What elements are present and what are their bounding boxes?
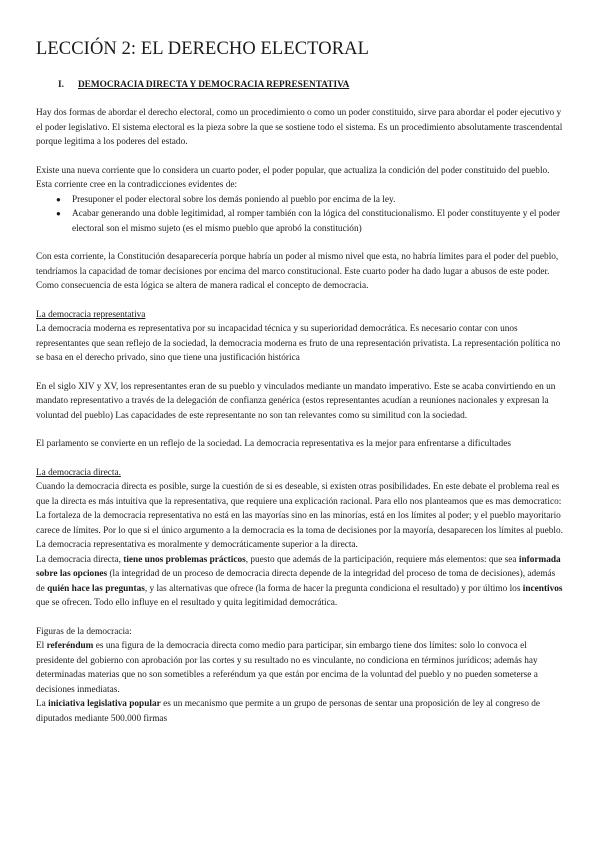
paragraph-directa-1: Cuando la democracia directa es posible, surge la cuestión de si es deseable, si existen otras posibilidades. En este debate el problema real es que la directa es más intuitiva que la representativa, que requiere una explicación racional. Para ello nos planteamos que es mas democratico: La fortaleza de la democracia representativa no está en las mayorías sino en las minorías, está en los límites al poder; y el pueblo mayoritario carece de límites. Por lo que si el único argumento a la democracia es la toma de decisiones por la mayoría, desaparecen los límites al pueblo. [36,482,563,536]
bullet-icon: ● [56,194,61,204]
bold-run: tiene unos problemas prácticos [123,554,246,565]
paragraph-intro: Hay dos formas de abordar el derecho electoral, como un procedimiento o como un poder constituido, sirve para abordar el poder ejecutivo y el poder legislativo. El sistema electoral es la pieza sobre la que se sostiene todo el sistema. Es un procedimiento absolutamente trascendental porque legitima a los poderes del estado. [36,108,563,147]
text-run: El [36,641,47,651]
paragraph-representativa-1: La democracia moderna es representativa por su incapacidad técnica y su superioridad democrática. Es necesario contar con unos representantes que sean reflejo de la sociedad, la democracia moderna es fruto de una representación privatista. La representación política no se basa en el derecho privado, sino que tiene una justificación histórica [36,324,561,363]
paragraph-iniciativa [36,697,566,726]
paragraph-directa-3 [36,553,566,611]
bullet-list [36,193,566,237]
bold-run: informada sobre las opciones [36,554,561,579]
bold-run: referéndum [46,641,94,651]
paragraph-representativa-2: En el siglo XIV y XV, los representantes eran de su pueblo y vinculados mediante un mandato imperativo. Este se acaba convirtiendo en un mandato representativo a través de la delegación de confianza genérica (estos representantes acudían a reuniones nacionales y expresan la voluntad del pueblo) Las capacidades de este representante no son tan relevantes como su similitud con la sociedad. [36,381,556,421]
bold-run: quién hace las preguntas [47,583,145,594]
section-heading [58,79,566,91]
text-run: , puesto que además de la participación, requiere más elementos: que sea [245,554,519,565]
text-run: La [36,699,49,709]
bullet-text: Presuponer el poder electoral sobre los demás poniendo al pueblo por encima de la ley. [72,194,396,205]
section-title: DEMOCRACIA DIRECTA Y DEMOCRACIA REPRESENTATIVA [77,80,350,90]
text-run: es una figura de la democracia directa como medio para participar, sin embargo tiene dos límites: solo lo convoca el presidente del gobierno con aprobación por las cortes y su resultado no es vinculante, no condiciona en términos jurídicos; además hay determinadas materias que no son sometibles a referéndum ya que están por encima de la voluntad del pueblo y no pueden someterse a decisiones inmediatas. [36,641,538,695]
text-run: , y las alternativas que ofrece (la forma de hacer la pregunta condiciona el resultado) y por último los [144,583,523,594]
subheading-figuras: Figuras de la democracia: [36,626,132,637]
text-run: es un mecanismo que permite a un grupo de personas de sentar una proposición de ley al congreso de diputados mediante 500.000 firmas [36,699,540,724]
bullet-icon: ● [56,209,61,218]
bold-run: incentivos [522,583,563,594]
section-number: I. [58,80,64,90]
bold-run: iniciativa legislativa popular [48,699,161,709]
text-run: La democracia directa, [36,554,124,565]
bullet-item [56,207,566,236]
bullet-text: Acabar generando una doble legitimidad, al romper también con la lógica del constitucionalismo. El poder constituyente y el poder electoral son el mismo sujeto (es el mismo pueblo que aprobó la constitución) [72,209,560,234]
paragraph-directa-2: La democracia representativa es moralmente y democráticamente superior a la directa. [36,540,358,550]
text-run: (la integridad de un proceso de democracia directa depende de la integridad del proceso de toma de decisiones), además de [36,569,556,594]
paragraph-cuarto-poder: Existe una nueva corriente que lo considera un cuarto poder, el poder popular, que actualiza la condición del poder constituido del pueblo. Esta corriente cree en la contradicciones evidentes de: [36,165,550,190]
paragraph-representativa-3: El parlamento se convierte en un reflejo de la sociedad. La democracia representativa es la mejor para enfrentarse a dificultades [36,439,511,449]
paragraph-referendum [36,639,566,697]
subheading-directa: La democracia directa. [36,467,121,478]
bullet-item [56,193,566,208]
page-title: LECCIÓN 2: EL DERECHO ELECTORAL [36,39,369,59]
text-run: que se ofrecen. Todo ello influye en el resultado y quita legitimidad democrática. [36,598,338,608]
paragraph-corriente: Con esta corriente, la Constitución desaparecería porque habría un poder al mismo nivel que esta, no habría límites para el poder del pueblo, tendríamos la capacidad de tomar decisiones por encima del marco constitucional. Este cuarto poder ha dado lugar a abusos de este poder. Como consecuencia de esta lógica se altera de manera radical el concepto de democracia. [36,252,559,291]
subheading-representativa: La democracia representativa [36,309,146,320]
